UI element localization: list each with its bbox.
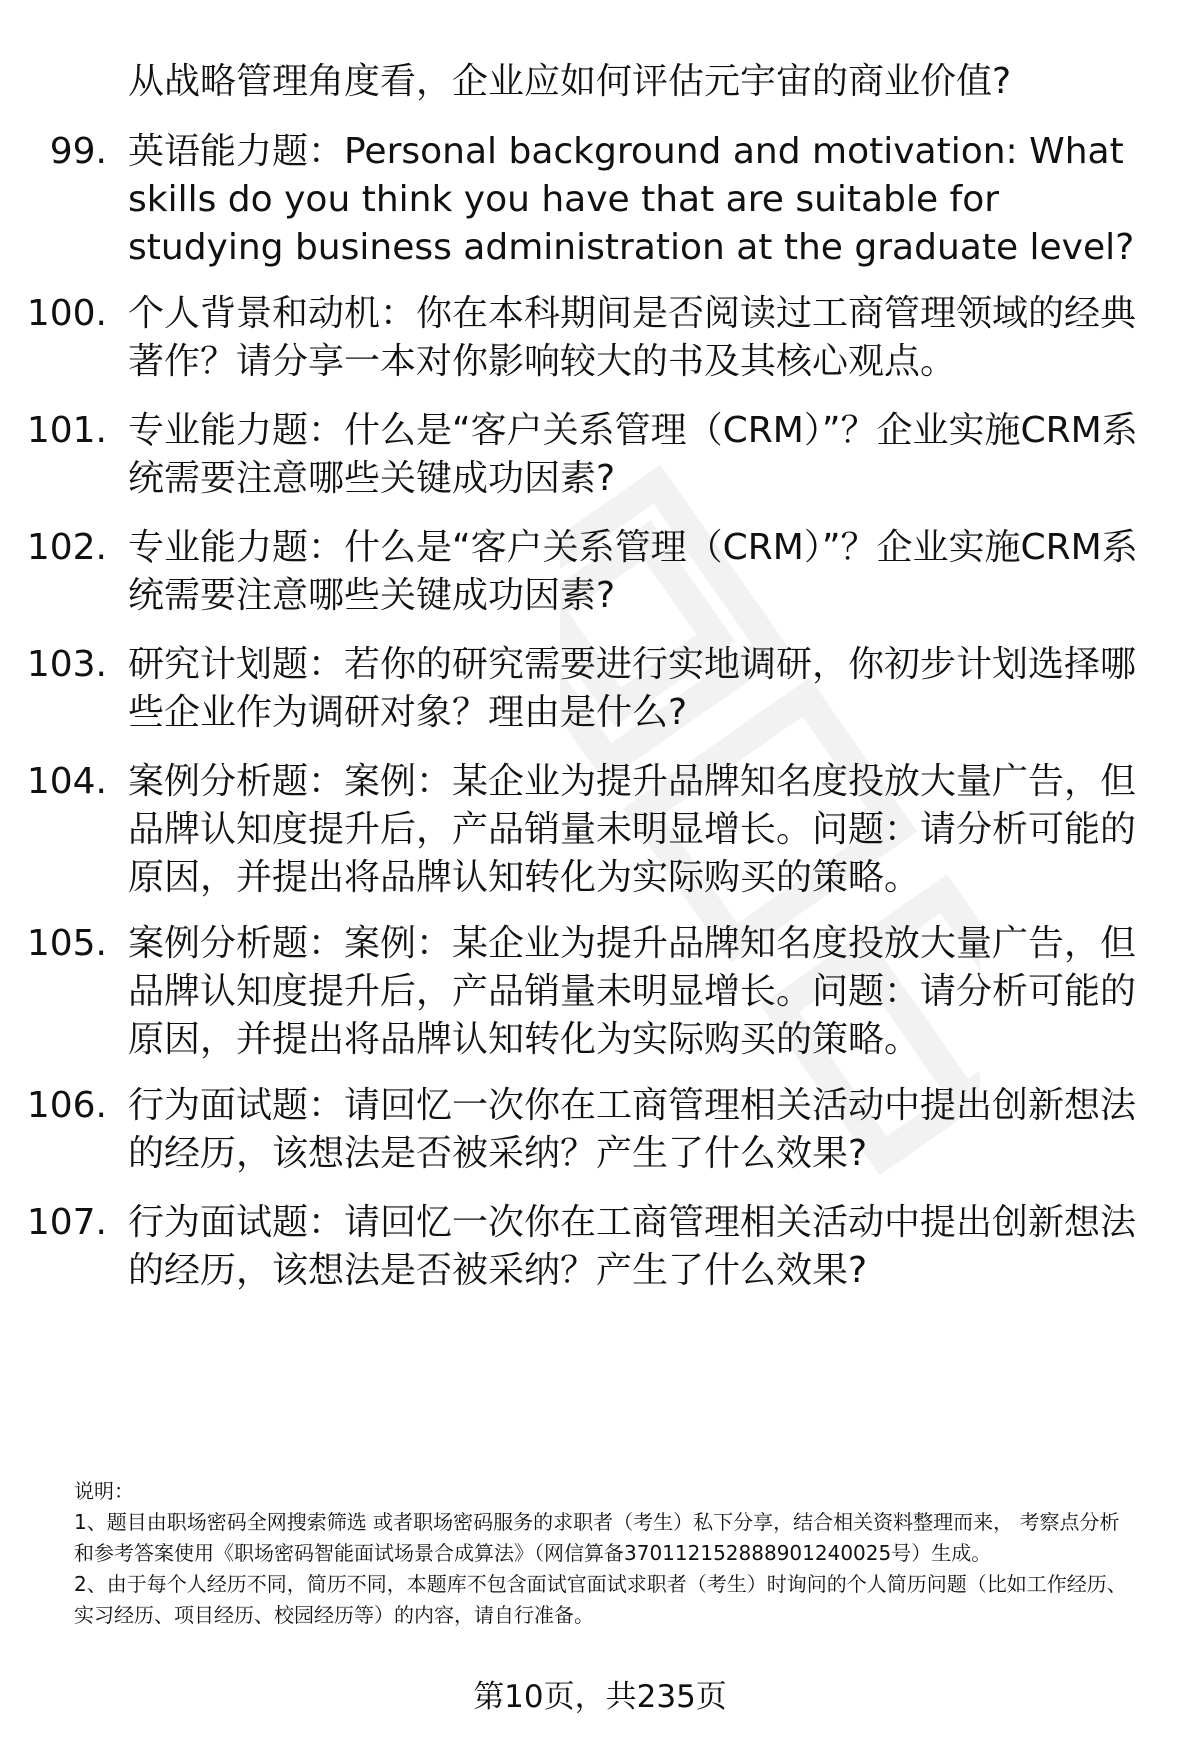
notes-item: 2、由于每个人经历不同，简历不同，本题库不包含面试官面试求职者（考生）时询问的个人简历问题（比如工作经历、实习经历、项目经历、校园经历等）的内容，请自行准备。	[74, 1572, 1127, 1627]
question-text: 专业能力题：什么是“客户关系管理（CRM）”？企业实施CRM系统需要注意哪些关键成功因素?	[128, 410, 1138, 499]
question-text: 个人背景和动机：你在本科期间是否阅读过工商管理领域的经典著作？请分享一本对你影响较大的书及其核心观点。	[128, 293, 1137, 382]
question-text: 专业能力题：什么是“客户关系管理（CRM）”？企业实施CRM系统需要注意哪些关键成功因素?	[128, 527, 1138, 616]
notes-item: 1、题目由职场密码全网搜索筛选 或者职场密码服务的求职者（考生）私下分享，结合相关资料整理而来， 考察点分析和参考答案使用《职场密码智能面试场景合成算法》（网信算备370112152888901240025号）生成。	[74, 1510, 1120, 1565]
question-number: 100.	[26, 293, 107, 334]
question-number: 107.	[26, 1202, 107, 1243]
question-text: 行为面试题：请回忆一次你在工商管理相关活动中提出创新想法的经历，该想法是否被采纳？产生了什么效果?	[128, 1202, 1137, 1291]
question-text: 案例分析题：案例：某企业为提升品牌知名度投放大量广告，但品牌认知度提升后，产品销量未明显增长。问题：请分析可能的原因，并提出将品牌认知转化为实际购买的策略。	[128, 923, 1137, 1060]
question-text: 案例分析题：案例：某企业为提升品牌知名度投放大量广告，但品牌认知度提升后，产品销量未明显增长。问题：请分析可能的原因，并提出将品牌认知转化为实际购买的策略。	[128, 761, 1137, 898]
question-text: 行为面试题：请回忆一次你在工商管理相关活动中提出创新想法的经历，该想法是否被采纳？产生了什么效果?	[128, 1085, 1137, 1174]
notes-section	[74, 1476, 1134, 1631]
question-number: 102.	[26, 527, 107, 568]
lead-question-text: 从战略管理角度看，企业应如何评估元宇宙的商业价值?	[128, 61, 1012, 102]
question-number: 106.	[26, 1085, 107, 1126]
question-number: 103.	[26, 644, 107, 685]
question-number: 105.	[26, 923, 107, 964]
page-number-footer: 第10页，共235页	[473, 1679, 727, 1715]
question-number: 99.	[49, 131, 107, 172]
question-text: 英语能力题：Personal background and motivation: What skills do you think you have that are suitable for studying business administration at the graduate level?	[128, 131, 1135, 268]
question-number: 101.	[26, 410, 107, 451]
question-number: 104.	[26, 761, 107, 802]
question-text: 研究计划题：若你的研究需要进行实地调研，你初步计划选择哪些企业作为调研对象？理由是什么?	[128, 644, 1137, 733]
notes-heading: 说明：	[74, 1479, 134, 1503]
